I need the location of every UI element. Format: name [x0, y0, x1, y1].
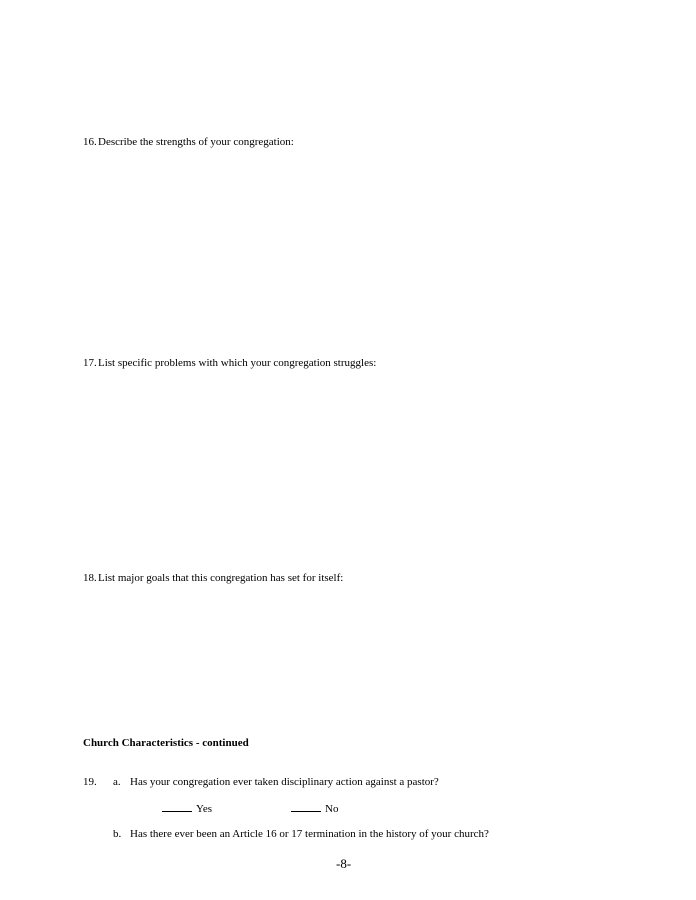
answer-blank-yes[interactable] [162, 802, 192, 812]
question-19b-label: b. [113, 828, 122, 840]
question-17 [83, 357, 376, 370]
page-number: -8- [336, 856, 352, 871]
option-label: No [325, 803, 339, 815]
question-text: List major goals that this congregation has set for itself: [98, 572, 344, 584]
question-16 [83, 136, 294, 149]
option-yes[interactable] [162, 802, 212, 816]
option-no[interactable] [291, 802, 338, 816]
question-number: 18. [83, 572, 97, 584]
question-19-number: 19. [83, 776, 97, 788]
answer-blank-no[interactable] [291, 802, 321, 812]
question-number: 17. [83, 357, 97, 369]
question-text: Describe the strengths of your congregation: [98, 136, 294, 148]
question-18 [83, 572, 343, 585]
question-19a-label: a. [113, 776, 121, 788]
question-number: 16. [83, 136, 97, 148]
question-text: List specific problems with which your congregation struggles: [98, 357, 377, 369]
option-label: Yes [196, 803, 213, 815]
question-19a-text: Has your congregation ever taken disciplinary action against a pastor? [130, 776, 439, 788]
question-19b-text: Has there ever been an Article 16 or 17 termination in the history of your church? [130, 828, 489, 840]
section-heading: Church Characteristics - continued [83, 737, 249, 749]
